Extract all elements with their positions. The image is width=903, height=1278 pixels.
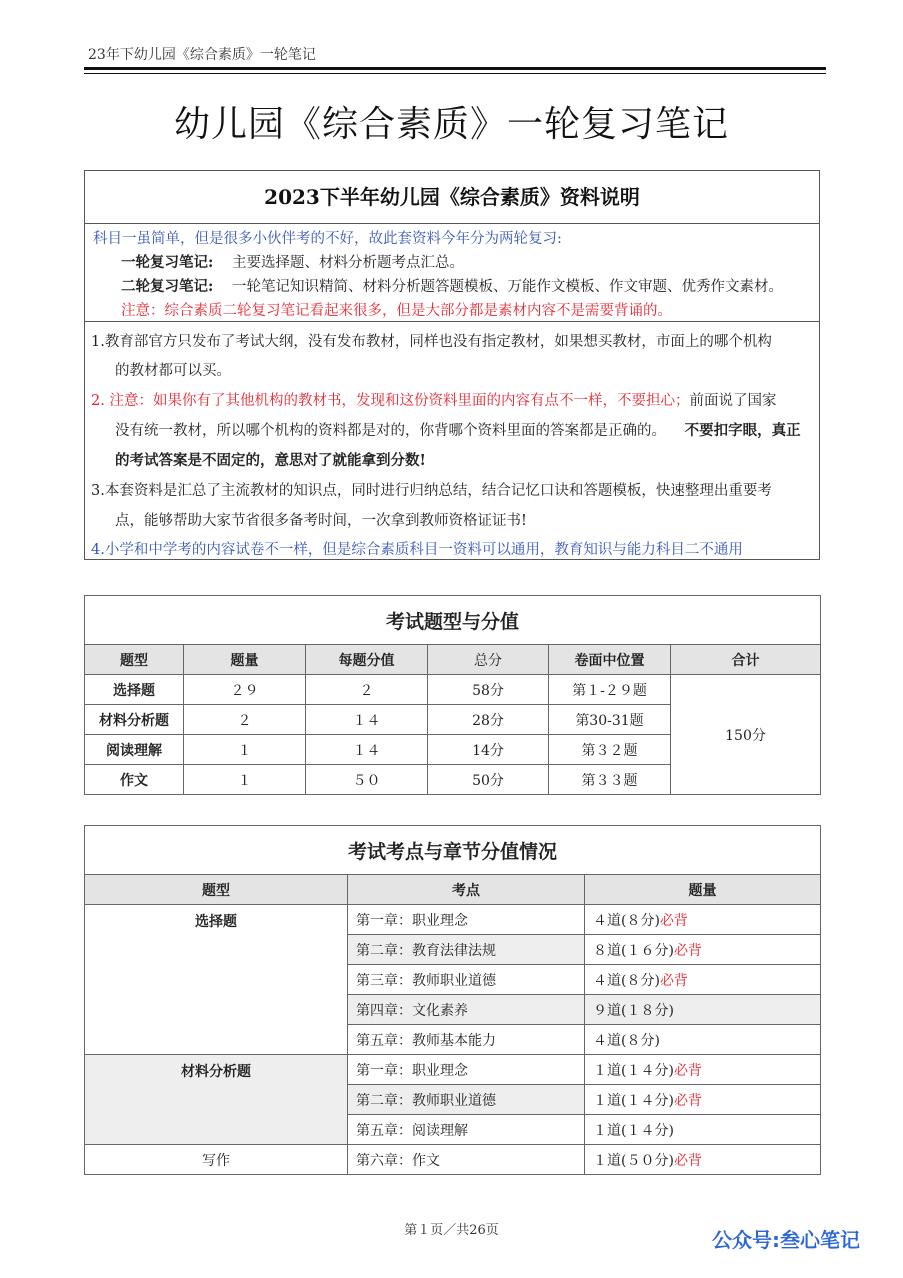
- running-header: 23年下幼儿园《综合素质》一轮笔记: [88, 47, 316, 63]
- choice-type: 选择题: [85, 905, 348, 1055]
- header-rule-thin: [84, 73, 826, 74]
- must-recite-label: 必背: [673, 1152, 702, 1169]
- intro-lead: 科目一虽简单，但是很多小伙伴考的不好，故此套资料今年分为两轮复习:: [93, 231, 562, 247]
- first-round-line: [121, 251, 464, 272]
- chapter-cell: 第一章：职业理念: [348, 1055, 585, 1085]
- chapter-cell: 第三章：教师职业道德: [348, 965, 585, 995]
- count-value: １道(１４分): [593, 1092, 674, 1109]
- count-value: ４道(８分): [593, 912, 660, 929]
- second-round-label: 二轮复习笔记:: [121, 278, 214, 295]
- score-header-total: 总分: [428, 645, 549, 675]
- count-value: １道(５０分): [593, 1152, 674, 1169]
- point-1-line-b: 的教材都可以买。: [115, 363, 231, 379]
- score-position: 第３２题: [549, 735, 671, 765]
- count-value: １道(１４分): [593, 1062, 674, 1079]
- count-cell: [585, 905, 821, 935]
- chapter-cell: 第二章：教育法律法规: [348, 935, 585, 965]
- score-type: 阅读理解: [85, 735, 184, 765]
- count-cell: [585, 935, 821, 965]
- score-row: [85, 675, 821, 705]
- score-each: １４: [306, 705, 428, 735]
- score-type: 作文: [85, 765, 184, 795]
- point-2-bold-b: 的考试答案是不固定的，意思对了就能拿到分数!: [115, 452, 426, 469]
- first-round-text: 主要选择题、材料分析题考点汇总。: [231, 255, 464, 271]
- points-header-point: 考点: [348, 875, 585, 905]
- points-row: [85, 1145, 821, 1175]
- score-count: ２９: [184, 675, 306, 705]
- score-each: １４: [306, 735, 428, 765]
- score-header-type: 题型: [85, 645, 184, 675]
- count-value: ８道(１６分): [593, 942, 674, 959]
- count-value: ４道(８分): [593, 972, 660, 989]
- header-rule-thick: [84, 67, 826, 70]
- score-type: 材料分析题: [85, 705, 184, 735]
- writing-type: 写作: [85, 1145, 348, 1175]
- point-4-line: 4.小学和中学考的内容试卷不一样，但是综合素质科目一资料可以通用，教育知识与能力科目二不通用: [91, 542, 743, 558]
- count-cell: [585, 1085, 821, 1115]
- point-2-black: 前面说了国家: [689, 393, 777, 409]
- points-table: [84, 825, 821, 1175]
- count-cell: １道(１４分): [585, 1115, 821, 1145]
- material-type: 材料分析题: [85, 1055, 348, 1145]
- must-recite-label: 必背: [673, 1062, 702, 1079]
- must-recite-label: 必背: [673, 1092, 702, 1109]
- score-total: 14分: [428, 735, 549, 765]
- count-cell: [585, 1055, 821, 1085]
- intro-box: [84, 170, 820, 560]
- chapter-cell: 第四章：文化素养: [348, 995, 585, 1025]
- count-cell: [585, 1145, 821, 1175]
- points-row: [85, 905, 821, 935]
- must-recite-label: 必背: [673, 942, 702, 959]
- count-cell: ４道(８分): [585, 1025, 821, 1055]
- score-position: 第30-31题: [549, 705, 671, 735]
- count-cell: ９道(１８分): [585, 995, 821, 1025]
- chapter-cell: 第五章：阅读理解: [348, 1115, 585, 1145]
- points-row: [85, 1055, 821, 1085]
- intro-separator: [85, 321, 819, 322]
- chapter-cell: 第五章：教师基本能力: [348, 1025, 585, 1055]
- point-3-line-a: 3.本套资料是汇总了主流教材的知识点，同时进行归纳总结，结合记忆口诀和答题模板，快速整理出重要考: [91, 483, 772, 499]
- must-recite-label: 必背: [659, 972, 688, 989]
- score-total: 50分: [428, 765, 549, 795]
- point-1-line-a: 1.教育部官方只发布了考试大纲，没有发布教材，同样也没有指定教材，如果想买教材，市面上的哪个机构: [91, 334, 772, 350]
- score-position: 第３３题: [549, 765, 671, 795]
- points-table-title: 考试考点与章节分值情况: [85, 826, 821, 875]
- page-footer: 第１页／共26页: [404, 1223, 499, 1238]
- point-2-text: 没有统一教材，所以哪个机构的资料都是对的，你背哪个资料里面的答案都是正确的。: [115, 423, 666, 439]
- score-each: ２: [306, 675, 428, 705]
- count-cell: [585, 965, 821, 995]
- score-count: １: [184, 735, 306, 765]
- score-type: 选择题: [85, 675, 184, 705]
- score-count: １: [184, 765, 306, 795]
- chapter-cell: 第一章：职业理念: [348, 905, 585, 935]
- score-total: 58分: [428, 675, 549, 705]
- point-2-line-b: [115, 419, 801, 440]
- points-header-type: 题型: [85, 875, 348, 905]
- points-header-count: 题量: [585, 875, 821, 905]
- score-header-each: 每题分值: [306, 645, 428, 675]
- score-each: ５０: [306, 765, 428, 795]
- point-2-red: 2. 注意：如果你有了其他机构的教材书，发现和这份资料里面的内容有点不一样，不要担心；: [91, 393, 690, 409]
- point-2-line-a: [91, 389, 776, 410]
- intro-title: 2023下半年幼儿园《综合素质》资料说明: [85, 171, 819, 224]
- score-position: 第１-２９题: [549, 675, 671, 705]
- score-header-sum: 合计: [671, 645, 821, 675]
- score-sum: 150分: [671, 675, 821, 795]
- second-round-line: [121, 275, 783, 296]
- point-3-line-b: 点，能够帮助大家节省很多备考时间，一次拿到教师资格证证书!: [115, 513, 527, 529]
- score-count: ２: [184, 705, 306, 735]
- score-header-count: 题量: [184, 645, 306, 675]
- first-round-label: 一轮复习笔记:: [121, 254, 214, 271]
- point-2-bold-a: 不要扣字眼，真正: [684, 422, 801, 439]
- chapter-cell: 第六章：作文: [348, 1145, 585, 1175]
- score-table: [84, 595, 821, 795]
- intro-note: 注意：综合素质二轮复习笔记看起来很多，但是大部分都是素材内容不是需要背诵的。: [121, 303, 672, 319]
- score-total: 28分: [428, 705, 549, 735]
- score-table-title: 考试题型与分值: [85, 596, 821, 645]
- must-recite-label: 必背: [659, 912, 688, 929]
- second-round-text: 一轮笔记知识精简、材料分析题答题模板、万能作文模板、作文审题、优秀作文素材。: [231, 279, 783, 295]
- chapter-cell: 第二章：教师职业道德: [348, 1085, 585, 1115]
- page-title: 幼儿园《综合素质》一轮复习笔记: [173, 104, 729, 145]
- wechat-watermark: 公众号:叁心笔记: [712, 1228, 860, 1252]
- score-header-position: 卷面中位置: [549, 645, 671, 675]
